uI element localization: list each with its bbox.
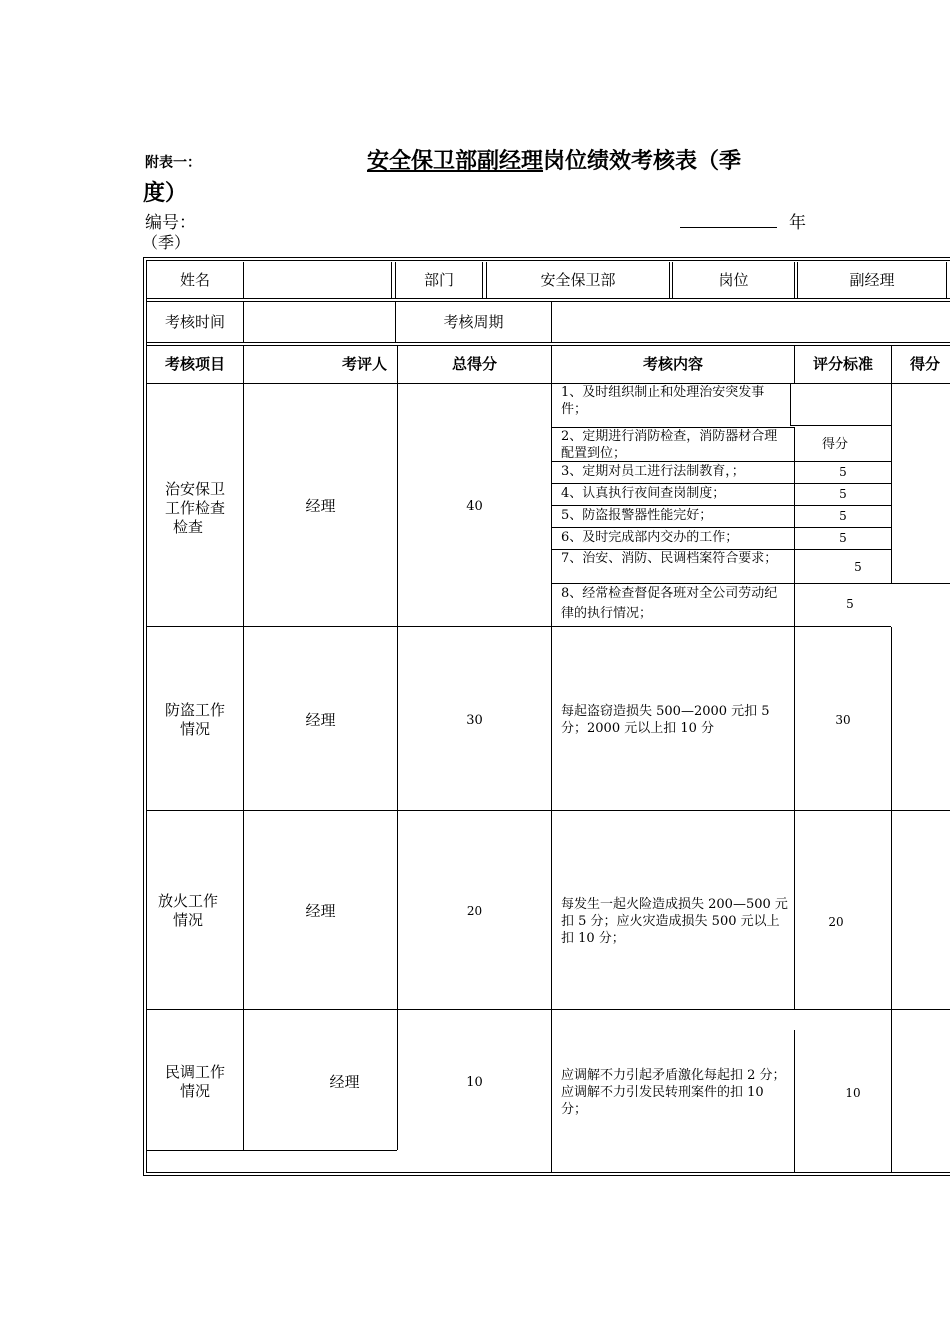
section-1-total: 40 xyxy=(466,498,483,514)
section-2-item-line: 情况 xyxy=(179,720,210,738)
table-border-top-inner xyxy=(146,260,950,261)
section-4-item-line: 情况 xyxy=(179,1082,210,1100)
section-2-content: 每起盗窃造损失 500—2000 元扣 5 分；2000 元以上扣 10 分 xyxy=(561,704,770,736)
section-4-standard: 10 xyxy=(845,1085,861,1100)
section-2-item xyxy=(147,700,243,740)
section-1-content-1: 1、及时组织制止和处理治安突发事件； xyxy=(561,385,765,417)
section-1-item-line: 工作检查 xyxy=(164,498,225,517)
section-1-item-line: 检查 xyxy=(172,517,203,536)
divider xyxy=(891,383,892,583)
section-1-standard-8: 5 xyxy=(846,596,854,611)
section-3-item xyxy=(147,891,229,931)
section-4-total: 10 xyxy=(466,1074,483,1090)
section-4-rater: 经理 xyxy=(329,1072,360,1091)
divider xyxy=(669,262,670,298)
section-1-content-5: 5、防盗报警器性能完好； xyxy=(561,508,713,523)
post-label: 岗位 xyxy=(718,270,749,289)
row-divider xyxy=(146,626,891,627)
section-2-rater: 经理 xyxy=(305,710,336,729)
post-value: 副经理 xyxy=(849,270,895,289)
section-1-content-2: 2、定期进行消防检查，消防器材合理配置到位； xyxy=(561,429,778,461)
section-3-rater: 经理 xyxy=(305,901,336,920)
section-1-standard-6: 5 xyxy=(839,531,847,545)
cycle-field[interactable] xyxy=(552,302,946,342)
table-border-bottom xyxy=(143,1175,950,1176)
col-rater-header: 考评人 xyxy=(341,355,387,373)
year-blank-line xyxy=(680,227,777,228)
section-2-total: 30 xyxy=(466,712,483,728)
section-1-content-4: 4、认真执行夜间查岗制度； xyxy=(561,486,726,501)
number-label: 编号： xyxy=(145,213,196,233)
divider xyxy=(794,262,795,298)
row-divider xyxy=(146,298,950,299)
divider xyxy=(551,627,552,810)
section-1-item xyxy=(147,478,243,538)
section-1-standard-3: 5 xyxy=(839,465,847,479)
table-border-top xyxy=(143,257,950,258)
period-time-field[interactable] xyxy=(244,302,395,342)
section-1-standard-7: 5 xyxy=(854,559,862,574)
section-4-content: 应调解不力引起矛盾激化每起扣 2 分；应调解不力引发民转刑案件的扣 10 分； xyxy=(561,1068,786,1117)
year-label: 年 xyxy=(789,213,806,233)
section-4-item xyxy=(147,1062,243,1102)
divider xyxy=(891,811,892,1009)
name-field[interactable] xyxy=(244,262,391,298)
section-3-standard: 20 xyxy=(828,914,844,929)
table-border-left xyxy=(143,257,144,1176)
row-divider xyxy=(146,1150,397,1151)
divider xyxy=(243,1010,244,1150)
cycle-label: 考核周期 xyxy=(443,312,504,331)
divider xyxy=(891,627,892,810)
section-1-standard-2: 得分 xyxy=(821,436,848,452)
section-2-standard: 30 xyxy=(835,712,851,727)
section-1-content-7: 7、治安、消防、民调档案符合要求； xyxy=(561,551,778,566)
page-title-wrap: 度） xyxy=(143,180,188,206)
dept-value: 安全保卫部 xyxy=(540,270,616,289)
page-title xyxy=(367,144,741,175)
section-3-total: 20 xyxy=(466,903,483,918)
section-1-content-3: 3、定期对员工进行法制教育，； xyxy=(561,464,745,479)
divider xyxy=(551,1010,552,1172)
section-1-rater: 经理 xyxy=(305,496,336,515)
period-time-label: 考核时间 xyxy=(164,312,225,331)
season-label: （季） xyxy=(142,233,191,252)
dept-label: 部门 xyxy=(423,270,454,289)
col-item-header: 考核项目 xyxy=(164,355,225,373)
divider xyxy=(391,262,392,298)
section-1-content-6: 6、及时完成部内交办的工作； xyxy=(561,530,739,545)
attachment-label: 附表一： xyxy=(145,155,201,171)
section-1-standard-4: 5 xyxy=(839,487,847,501)
table-border-bottom-inner xyxy=(146,1172,950,1173)
section-3-item-line: 放火工作 xyxy=(157,892,218,910)
section-4-item-line: 民调工作 xyxy=(164,1063,225,1081)
divider xyxy=(794,811,795,1009)
row-divider xyxy=(146,1009,950,1010)
title-rest: 岗位绩效考核表（季 xyxy=(543,148,742,174)
divider xyxy=(551,811,552,1009)
col-content-header: 考核内容 xyxy=(642,355,703,373)
title-underlined: 安全保卫部副经理 xyxy=(367,148,544,174)
section-3-content: 每发生一起火险造成损失 200—500 元扣 5 分；应火灾造成损失 500 元以上扣 10 分； xyxy=(561,897,788,946)
row-divider xyxy=(146,383,950,384)
section-1-content-8: 8、经常检查督促各班对全公司劳动纪律的执行情况； xyxy=(561,586,778,621)
row-divider xyxy=(146,342,950,343)
section-1-standard-5: 5 xyxy=(839,509,847,523)
col-standard-header: 评分标准 xyxy=(812,355,873,373)
row-divider xyxy=(146,810,950,811)
section-1-item-line: 治安保卫 xyxy=(164,479,225,498)
divider xyxy=(482,262,483,298)
row-divider xyxy=(790,425,891,426)
section-2-item-line: 防盗工作 xyxy=(164,701,225,719)
name-label: 姓名 xyxy=(179,270,210,289)
divider xyxy=(946,262,947,298)
section-3-item-line: 情况 xyxy=(172,911,203,929)
divider xyxy=(790,383,791,425)
divider xyxy=(794,1030,795,1172)
col-total-header: 总得分 xyxy=(451,355,497,373)
col-score-header: 得分 xyxy=(910,355,941,373)
